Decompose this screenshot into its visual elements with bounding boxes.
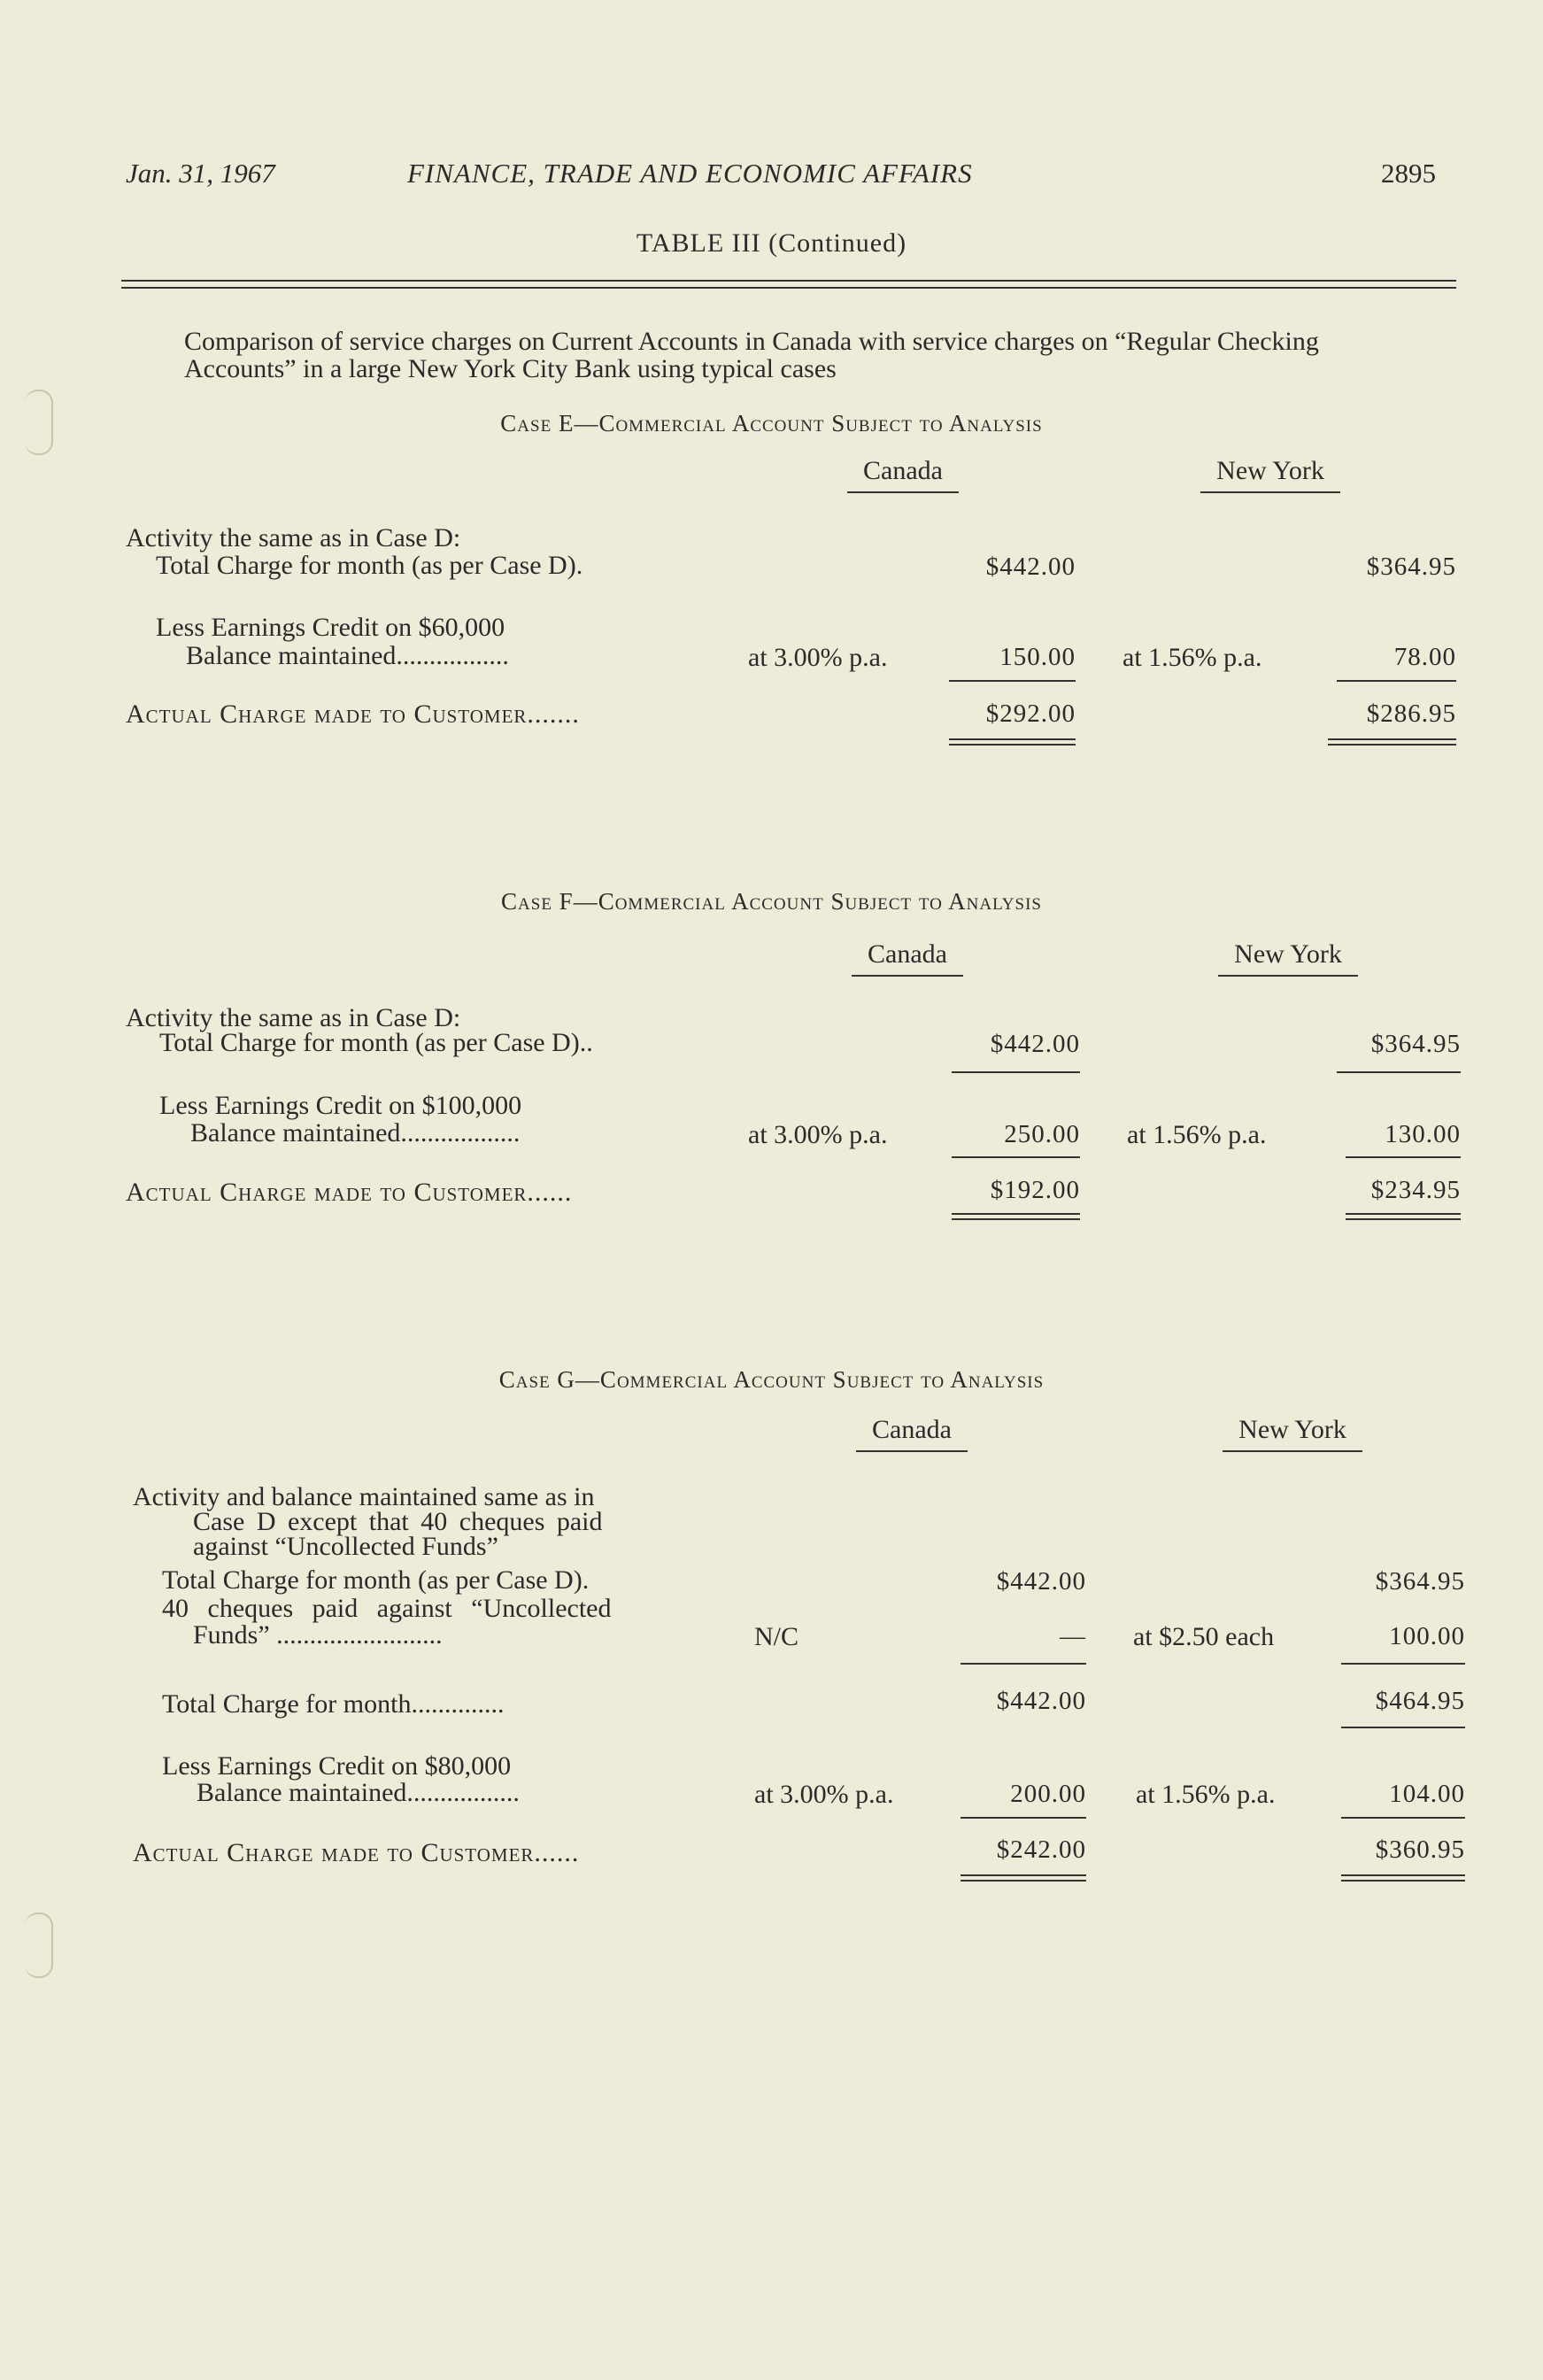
- case-e-activity-label: Activity the same as in Case D:: [126, 523, 461, 552]
- case-g-cheques-ny: 100.00: [1389, 1622, 1465, 1650]
- case-g-cheques-label: Funds” .........................: [193, 1620, 443, 1650]
- case-e-credit-canada: 150.00: [999, 643, 1076, 671]
- case-f-canada-header: Canada: [845, 939, 969, 977]
- case-f-total-rule: [1346, 1213, 1461, 1220]
- case-g-newyork-header: New York: [1204, 1415, 1381, 1452]
- case-e-less-label: Less Earnings Credit on $60,000: [156, 613, 505, 642]
- case-e-actual-canada: $292.00: [985, 699, 1076, 728]
- case-f-balance-label: Balance maintained..................: [190, 1118, 521, 1148]
- case-f-actual-canada: $192.00: [990, 1176, 1080, 1204]
- case-e-rate-canada: at 3.00% p.a.: [748, 643, 888, 672]
- case-g-less-label: Less Earnings Credit on $80,000: [162, 1751, 512, 1781]
- case-g-month-rule: [1341, 1727, 1465, 1728]
- case-g-cheques-ny-rate: at $2.50 each: [1133, 1622, 1275, 1651]
- case-f-total-ny: $364.95: [1370, 1030, 1461, 1058]
- case-f-rule: [1337, 1071, 1461, 1073]
- case-g-cheques-canada-note: N/C: [754, 1622, 799, 1651]
- case-g-credit-rule: [961, 1817, 1086, 1819]
- case-e-newyork-header: New York: [1182, 456, 1359, 493]
- case-e-total-ny: $364.95: [1366, 552, 1456, 581]
- case-g-rate-canada: at 3.00% p.a.: [754, 1780, 894, 1809]
- case-g-balance-label: Balance maintained.................: [197, 1778, 520, 1807]
- table-title: TABLE III (Continued): [636, 228, 907, 258]
- case-g-activity-label: Case D except that 40 cheques paid: [193, 1507, 603, 1536]
- case-g-credit-canada: 200.00: [1010, 1780, 1086, 1808]
- case-f-actual-ny: $234.95: [1370, 1176, 1461, 1204]
- case-g-actual-canada: $242.00: [996, 1835, 1086, 1864]
- case-e-total-rule: [949, 738, 1076, 746]
- case-g-cheques-label: 40 cheques paid against “Uncollected: [162, 1594, 612, 1623]
- case-e-heading: Case E—Commercial Account Subject to Analysis: [500, 410, 1043, 437]
- case-e-total-rule: [1328, 738, 1456, 746]
- case-f-credit-ny: 130.00: [1385, 1120, 1461, 1148]
- case-f-heading: Case F—Commercial Account Subject to Analysis: [501, 888, 1042, 915]
- case-f-rate-ny: at 1.56% p.a.: [1127, 1120, 1267, 1149]
- case-g-heading: Case G—Commercial Account Subject to Analysis: [498, 1366, 1045, 1393]
- case-g-subtotal-rule: [1341, 1663, 1465, 1665]
- binding-hole: [25, 1912, 53, 1978]
- case-e-actual-label: Actual Charge made to Customer.......: [126, 699, 580, 729]
- title-rule: [121, 280, 1456, 289]
- case-e-actual-ny: $286.95: [1366, 699, 1456, 728]
- case-g-month-ny: $464.95: [1375, 1687, 1465, 1715]
- case-e-subtotal-rule: [1337, 680, 1456, 682]
- case-f-total-rule: [952, 1213, 1080, 1220]
- case-e-subtotal-rule: [949, 680, 1076, 682]
- case-e-credit-ny: 78.00: [1393, 643, 1456, 671]
- case-g-total-label: Total Charge for month (as per Case D).: [162, 1565, 590, 1595]
- case-f-rule: [952, 1071, 1080, 1073]
- case-f-total-canada: $442.00: [990, 1030, 1080, 1058]
- case-g-total-rule: [1341, 1874, 1465, 1882]
- case-g-actual-label: Actual Charge made to Customer......: [133, 1838, 580, 1867]
- case-f-credit-canada: 250.00: [1004, 1120, 1080, 1148]
- case-f-subtotal-rule: [952, 1156, 1080, 1158]
- case-g-activity-label: against “Uncollected Funds”: [193, 1532, 498, 1561]
- header-title: FINANCE, TRADE AND ECONOMIC AFFAIRS: [407, 158, 973, 189]
- case-e-total-canada: $442.00: [985, 552, 1076, 581]
- case-f-actual-label: Actual Charge made to Customer......: [126, 1178, 573, 1207]
- case-g-activity-label: Activity and balance maintained same as in: [133, 1482, 595, 1511]
- case-g-rate-ny: at 1.56% p.a.: [1136, 1780, 1276, 1809]
- page-number: 2895: [1381, 158, 1436, 189]
- case-g-total-ny: $364.95: [1375, 1567, 1465, 1596]
- case-g-actual-ny: $360.95: [1375, 1835, 1465, 1864]
- case-f-total-label: Total Charge for month (as per Case D)..: [159, 1028, 593, 1057]
- case-e-total-label: Total Charge for month (as per Case D).: [156, 551, 583, 580]
- intro-paragraph: Comparison of service charges on Current Accounts in Canada with service charges on “Regular Checking Accounts” in a large New York City Bank using typical cases: [184, 327, 1319, 383]
- header-date: Jan. 31, 1967: [126, 158, 275, 189]
- case-g-credit-rule: [1341, 1817, 1465, 1819]
- case-f-rate-canada: at 3.00% p.a.: [748, 1120, 888, 1149]
- case-g-total-rule: [961, 1874, 1086, 1882]
- case-f-newyork-header: New York: [1200, 939, 1377, 977]
- case-g-canada-header: Canada: [850, 1415, 974, 1452]
- case-e-balance-label: Balance maintained.................: [186, 641, 509, 670]
- case-e-rate-ny: at 1.56% p.a.: [1123, 643, 1262, 672]
- case-g-cheques-canada: —: [1060, 1622, 1086, 1650]
- case-f-less-label: Less Earnings Credit on $100,000: [159, 1091, 522, 1120]
- case-e-canada-header: Canada: [841, 456, 965, 493]
- case-f-activity-label: Activity the same as in Case D:: [126, 1003, 461, 1032]
- case-g-month-label: Total Charge for month..............: [162, 1689, 505, 1719]
- case-g-total-canada: $442.00: [996, 1567, 1086, 1596]
- case-g-subtotal-rule: [961, 1663, 1086, 1665]
- case-f-subtotal-rule: [1346, 1156, 1461, 1158]
- case-g-credit-ny: 104.00: [1389, 1780, 1465, 1808]
- case-g-month-canada: $442.00: [996, 1687, 1086, 1715]
